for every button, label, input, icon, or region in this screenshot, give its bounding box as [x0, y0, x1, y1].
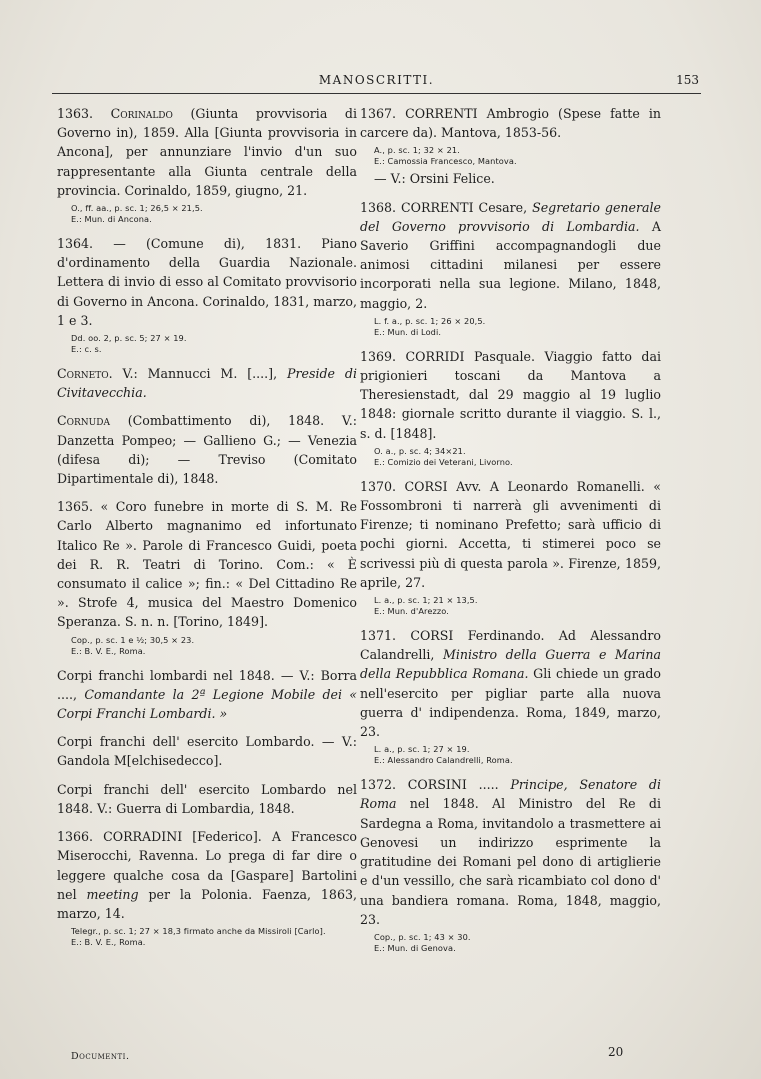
signature-number: 20 [608, 1045, 624, 1059]
entry-body: « Coro funebre in morte di S. M. Re Carlo Alberto magnanimo ed infortunato Italico Re ». Parole di Francesco Guidi, poeta dei R. R. Teatri di Torino. Com.: « È consumato il calice »; fin.: « Del Cittadino Re ». Strofe 4, musica del Maestro Domenico Speranza. S. n. n. [Torino, 1849]. [57, 499, 357, 630]
entry-body-cont: nel 1848. Al Ministro del Re di Sardegna a Roma, invitandolo a trasmettere ai Genovesi un indirizzo esprimente la gratitudine dei Romani pel dono di artiglierie e d'un vessillo, che sarà ricambiato col dono d' una bandiera romana. Roma, 1848, maggio, 23. [360, 796, 661, 927]
entry-heading: 1367. CORRENTI [360, 106, 478, 121]
entry-note: Dd. oo. 2, p. sc. 5; 27 × 19. [71, 333, 187, 344]
entry-1363 [57, 104, 357, 225]
entry-source: E.: Camossia Francesco, Mantova. [374, 156, 517, 167]
entry-crossref: — V.: Orsini Felice. [374, 171, 495, 187]
entry-heading: 1364. — [57, 236, 126, 252]
entry-heading: 1371. CORSI [360, 628, 454, 644]
entry-heading: 1369. CORRIDI [360, 348, 465, 364]
entry-body: Avv. A Leonardo Romanelli. « Fossombroni ti narrerà gli avvenimenti di Firenze; ti nominano Prefetto; sarà ufficio di pochi giorni. Accetta, ti stimerei poco se scrivessi più di questa parola ». Firenze, 1859, aprile, 27. [360, 478, 661, 590]
entry-1370 [360, 477, 661, 617]
entry-text [57, 234, 357, 330]
page-number: 153 [676, 73, 699, 87]
entry-body: Corpi franchi lombardi nel 1848. — V.: Borra ...., [57, 667, 357, 702]
entry-1364 [57, 234, 357, 355]
entry-source: E.: Mun. d'Arezzo. [374, 606, 449, 617]
entry-text [57, 780, 357, 818]
entry-body: Corpi franchi dell' esercito Lombardo. — V.: Gandola M[elchisedecco]. [57, 734, 357, 769]
entry-note: Telegr., p. sc. 1; 27 × 18,3 firmato anche da Missiroli [Carlo]. [71, 926, 326, 937]
right-column [360, 104, 661, 963]
entry-italic: Principe, Senatore di Roma [360, 777, 661, 812]
entry-body-cont: per la Polonia. Faenza, 1863, marzo, 14. [57, 886, 357, 921]
entry-note: A., p. sc. 1; 32 × 21. [374, 145, 460, 156]
entry-heading: 1368. CORRENTI [360, 199, 474, 215]
entry-source: E.: Alessandro Calandrelli, Roma. [374, 755, 513, 766]
entry-text [57, 364, 357, 402]
entry-source: E.: Comizio dei Veterani, Livorno. [374, 456, 513, 467]
entry-source: E.: B. V. E., Roma. [71, 645, 146, 656]
entry-italic: meeting [86, 886, 139, 902]
entry-text [57, 104, 357, 200]
entry-heading: 1370. CORSI [360, 478, 448, 494]
entry-note: L. f. a., p. sc. 1; 26 × 20,5. [374, 315, 486, 326]
entry-source: E.: Mun. di Ancona. [71, 214, 152, 225]
entry-text [360, 198, 661, 313]
entry-1366 [57, 827, 357, 948]
entry-italic: Ministro della Guerra e Marina della Repubblica Romana. [360, 647, 661, 682]
entry-text [360, 775, 661, 929]
entry-italic: Segretario generale del Governo provvisorio di Lombardia. [360, 199, 661, 234]
entry-source: E.: B. V. E., Roma. [71, 937, 146, 948]
header-rule [52, 93, 701, 94]
entry-note: L. a., p. sc. 1; 27 × 19. [374, 744, 470, 755]
entry-text [57, 827, 357, 923]
entry-body-cont: Gli chiede un grado nell'esercito per pigliar parte alla nuova guerra d' indipendenza. Roma, 1849, marzo, 23. [360, 666, 661, 740]
entry-italic: Preside di Civitavecchia. [57, 366, 358, 401]
entry-body: Ferdinando. Ad Alessandro Calandrelli, [360, 628, 662, 663]
entry-source: E.: Mun. di Lodi. [374, 326, 442, 337]
entry-text [360, 626, 661, 741]
entry-body: Pasquale. Viaggio fatto dai prigionieri toscani da Mantova a Theresienstadt, dal 29 maggio al 19 luglio 1848: giornale scritto durante il viaggio. S. l., s. d. [1848]. [360, 348, 662, 441]
entry-heading: 1365. [57, 499, 94, 515]
entry-body: Cesare, [473, 199, 533, 215]
running-header [52, 70, 701, 92]
entry-body: (Giunta provvisoria di Governo in), 1859. Alla [Giunta provvisoria in Ancona], per annunziare l'invio d'un suo rappresentante alla Giunta centrale della provincia. Corinaldo, 1859, giugno, 21. [57, 106, 357, 198]
entry-1368 [360, 198, 661, 338]
entry-source: E.: Mun. di Genova. [374, 942, 456, 953]
entry-corpi2 [57, 732, 357, 770]
entry-text [57, 497, 357, 631]
entry-note: O. a., p. sc. 4; 34×21. [374, 445, 466, 456]
entry-1371 [360, 626, 661, 766]
entry-1367 [360, 104, 661, 189]
entry-1365 [57, 497, 357, 656]
entry-body: Corpi franchi dell' esercito Lombardo nel 1848. V.: Guerra di Lombardia, 1848. [57, 781, 357, 816]
entry-heading: 1366. CORRADINI [57, 829, 183, 845]
entry-note: Cop., p. sc. 1; 43 × 30. [374, 931, 471, 942]
entry-text [360, 347, 661, 443]
entry-heading: Corneto [57, 366, 109, 382]
entry-corpi3 [57, 780, 357, 818]
entry-note: L. a., p. sc. 1; 21 × 13,5. [374, 595, 478, 606]
signature-mark: Documenti. [71, 1051, 130, 1062]
entry-corpi1 [57, 666, 357, 724]
entry-body: Ambrogio (Spese fatte in carcere da). Mantova, 1853-56. [360, 106, 661, 141]
entry-heading: 1363. Corinaldo [57, 106, 173, 121]
entry-body: . V.: Mannucci M. [....], [108, 366, 288, 382]
entry-body-cont: A Saverio Griffini accompagnandogli due animosi cittadini milanesi per essere incorporati nella sua legione. Milano, 1848, maggio, 2. [360, 218, 661, 311]
entry-heading: Cornuda [57, 413, 110, 429]
entry-text [360, 104, 661, 142]
entry-heading: 1372. CORSINI [360, 777, 467, 793]
entry-text [57, 411, 357, 488]
entry-body: (Combattimento di), 1848. V.: Danzetta Pompeo; — Gallieno G.; — Venezia (difesa di); — Treviso (Comitato Dipartimentale di), 1848. [57, 413, 357, 487]
left-column [57, 104, 357, 957]
entry-body: [Federico]. A Francesco Miserocchi, Ravenna. Lo prega di far dire o leggere qualche cosa da [Gaspare] Bartolini nel [57, 829, 357, 902]
entry-note: O., ff. aa., p. sc. 1; 26,5 × 21,5. [71, 203, 203, 214]
entry-text [57, 666, 357, 724]
entry-cornuda [57, 411, 357, 488]
entry-text [360, 477, 661, 592]
entry-body: (Comune di), 1831. Piano d'ordinamento della Guardia Nazionale. Lettera di invio di esso al Comitato provvisorio di Governo in Ancona. Corinaldo, 1831, marzo, 1 e 3. [57, 236, 358, 328]
entry-italic: Comandante la 2ª Legione Mobile dei « Corpi Franchi Lombardi. » [57, 686, 357, 722]
page-title: MANOSCRITTI. [318, 73, 435, 87]
entry-1369 [360, 347, 661, 468]
entry-1372 [360, 775, 661, 954]
entry-body: ..... [466, 777, 511, 793]
entry-note: Cop., p. sc. 1 e ½; 30,5 × 23. [71, 634, 195, 645]
entry-text [57, 732, 357, 770]
entry-source: E.: c. s. [71, 344, 102, 355]
entry-corneto [57, 364, 357, 402]
